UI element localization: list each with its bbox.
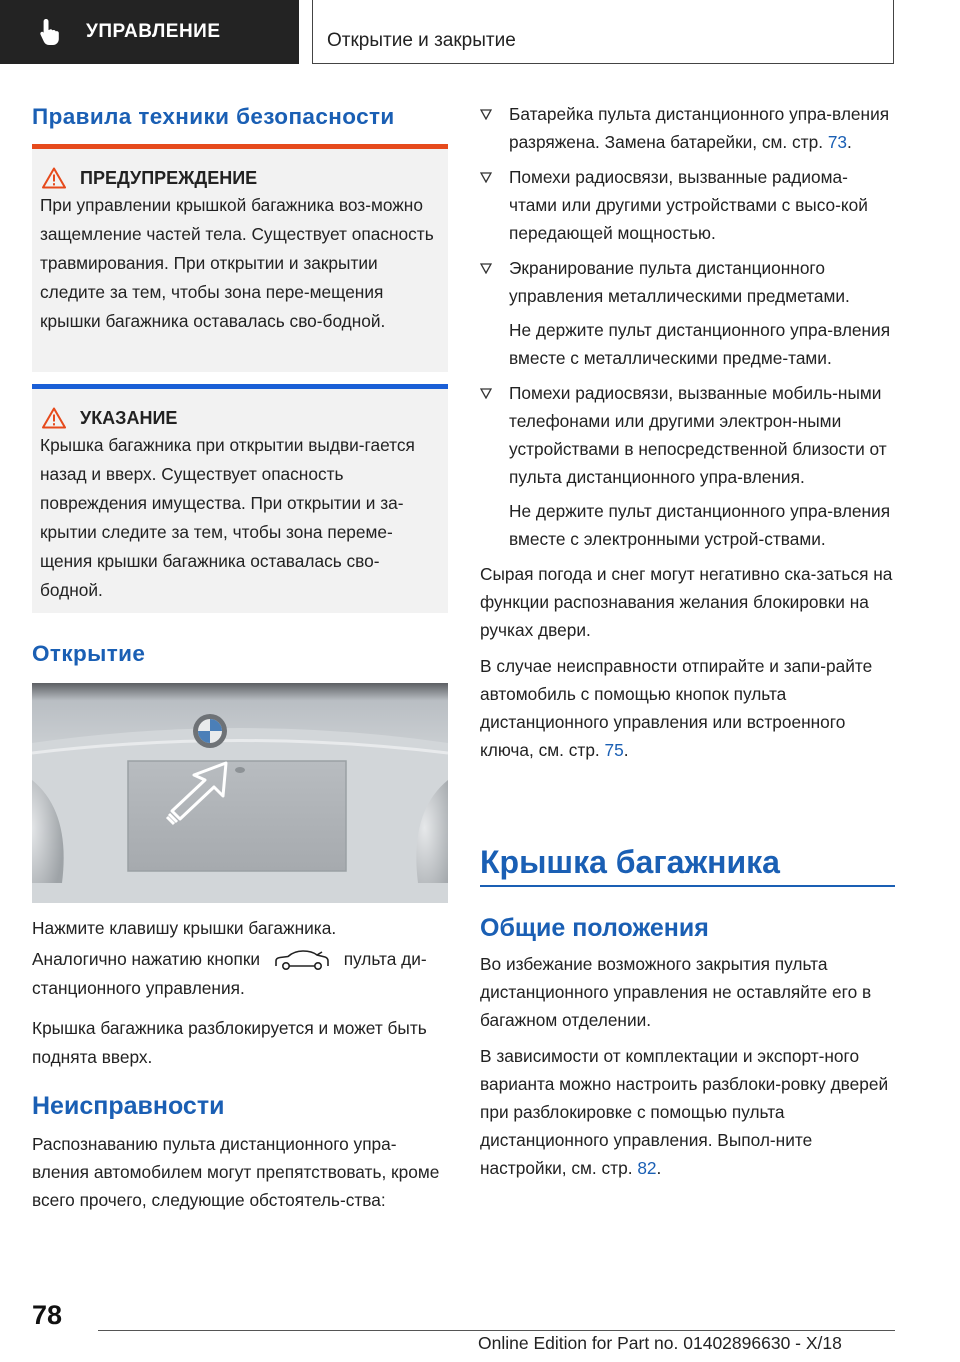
malfunction-paragraph bbox=[480, 652, 895, 764]
page-link-73[interactable]: 73 bbox=[827, 132, 848, 152]
analog-text-before: Аналогично нажатию кнопки bbox=[32, 949, 261, 969]
car-trunk-remote-icon bbox=[273, 949, 331, 971]
triangle-bullet-icon bbox=[480, 109, 492, 120]
triangle-bullet-icon bbox=[480, 263, 492, 274]
faults-heading: Неисправности bbox=[32, 1092, 225, 1120]
list-item bbox=[480, 163, 895, 247]
bullet-text: Экранирование пульта дистанционного управления металлическими предметами. bbox=[509, 258, 850, 306]
note-triangle-icon bbox=[42, 407, 66, 429]
footer-rule bbox=[98, 1330, 895, 1331]
triangle-bullet-icon bbox=[480, 172, 492, 183]
general-paragraph-2 bbox=[480, 1042, 895, 1182]
general-heading: Общие положения bbox=[480, 914, 709, 942]
warning-box bbox=[32, 144, 448, 372]
bullet-text: Батарейка пульта дистанционного упра-вления разряжена. Замена батарейки, см. стр. bbox=[509, 104, 890, 152]
note-box bbox=[32, 384, 448, 613]
page-link-75[interactable]: 75 bbox=[604, 740, 624, 760]
warning-title: ПРЕДУПРЕЖДЕНИЕ bbox=[80, 167, 258, 188]
list-item bbox=[480, 379, 895, 553]
bullet-text: Помехи радиосвязи, вызванные мобиль-ными телефонами или другими электрон-ными устройствами в непосредственной близости от пульта дистанционного упра-вления. bbox=[509, 383, 887, 487]
list-item bbox=[480, 100, 895, 156]
bullet-text: Помехи радиосвязи, вызванные радиома-чтами или другими устройствами с высо-кой передающей мощностью. bbox=[509, 167, 868, 243]
weather-paragraph: Сырая погода и снег могут негативно ска-заться на функции распознавания желания блокировки на ручках двери. bbox=[480, 564, 893, 640]
malfunction-end: . bbox=[623, 740, 629, 760]
page-link-82[interactable]: 82 bbox=[637, 1158, 657, 1178]
analog-text-after: пульта ди-станционного управления. bbox=[32, 949, 427, 998]
general-text: В зависимости от комплектации и экспорт-ного варианта можно настроить разблоки-ровку дверей при разблокировке с помощью пульта дистанционного управления. Выпол-ните настройки, см. стр. bbox=[480, 1046, 889, 1178]
malfunction-text: В случае неисправности отпирайте и запи-райте автомобиль с помощью кнопок пульта дистанционного управления или встроенного ключа, см. стр. bbox=[480, 656, 873, 760]
trunk-lid-heading: Крышка багажника bbox=[480, 844, 780, 880]
triangle-bullet-icon bbox=[480, 388, 492, 399]
trunk-illustration bbox=[32, 683, 448, 903]
section-header bbox=[0, 0, 299, 64]
general-section bbox=[480, 950, 895, 1190]
edition-footer: Online Edition for Part no. 01402896630 - X/18 bbox=[478, 1333, 842, 1353]
faults-paragraph: Распознаванию пульта дистанционного упра-вления автомобилем могут препятствовать, кроме всего прочего, следующие обстоятель-ства: bbox=[32, 1134, 440, 1210]
analog-paragraph bbox=[32, 945, 448, 1003]
list-item bbox=[480, 254, 895, 372]
warning-text: При управлении крышкой багажника воз-можно защемление частей тела. Существует опасность травмирования. При открытии и закрытии следите за тем, чтобы зона пере-мещения крышки багажника оставалась сво-бодной. bbox=[40, 195, 434, 331]
section-title: УПРАВЛЕНИЕ bbox=[86, 21, 221, 42]
safety-heading: Правила техники безопасности bbox=[32, 104, 395, 129]
bullet-subtext: Не держите пульт дистанционного упра-вления вместе с электронными устрой-ствами. bbox=[509, 501, 891, 549]
page-number: 78 bbox=[32, 1300, 63, 1330]
hand-pointer-icon bbox=[38, 17, 64, 47]
fault-list bbox=[480, 100, 895, 553]
chapter-title: Открытие и закрытие bbox=[327, 30, 516, 51]
general-end: . bbox=[656, 1158, 662, 1178]
chapter-header bbox=[312, 0, 894, 64]
heading-rule bbox=[480, 885, 895, 887]
note-title: УКАЗАНИЕ bbox=[80, 407, 178, 428]
unlock-paragraph: Крышка багажника разблокируется и может быть поднята вверх. bbox=[32, 1018, 427, 1067]
trunk-button-photo bbox=[32, 683, 448, 903]
note-text: Крышка багажника при открытии выдви-гается назад и вверх. Существует опасность повреждения имущества. При открытии и за-крытии следите за тем, чтобы зона переме-щения крышки багажника оставалась сво-бодной. bbox=[40, 435, 415, 600]
press-instruction: Нажмите клавишу крышки багажника. bbox=[32, 918, 337, 938]
warning-triangle-icon bbox=[42, 167, 66, 189]
fault-list-column bbox=[480, 100, 895, 772]
bullet-subtext: Не держите пульт дистанционного упра-вления вместе с металлическими предме-тами. bbox=[509, 320, 891, 368]
general-paragraph-1: Во избежание возможного закрытия пульта дистанционного управления не оставляйте его в багажном отделении. bbox=[480, 954, 872, 1030]
opening-heading: Открытие bbox=[32, 641, 146, 666]
bullet-end: . bbox=[847, 132, 852, 152]
